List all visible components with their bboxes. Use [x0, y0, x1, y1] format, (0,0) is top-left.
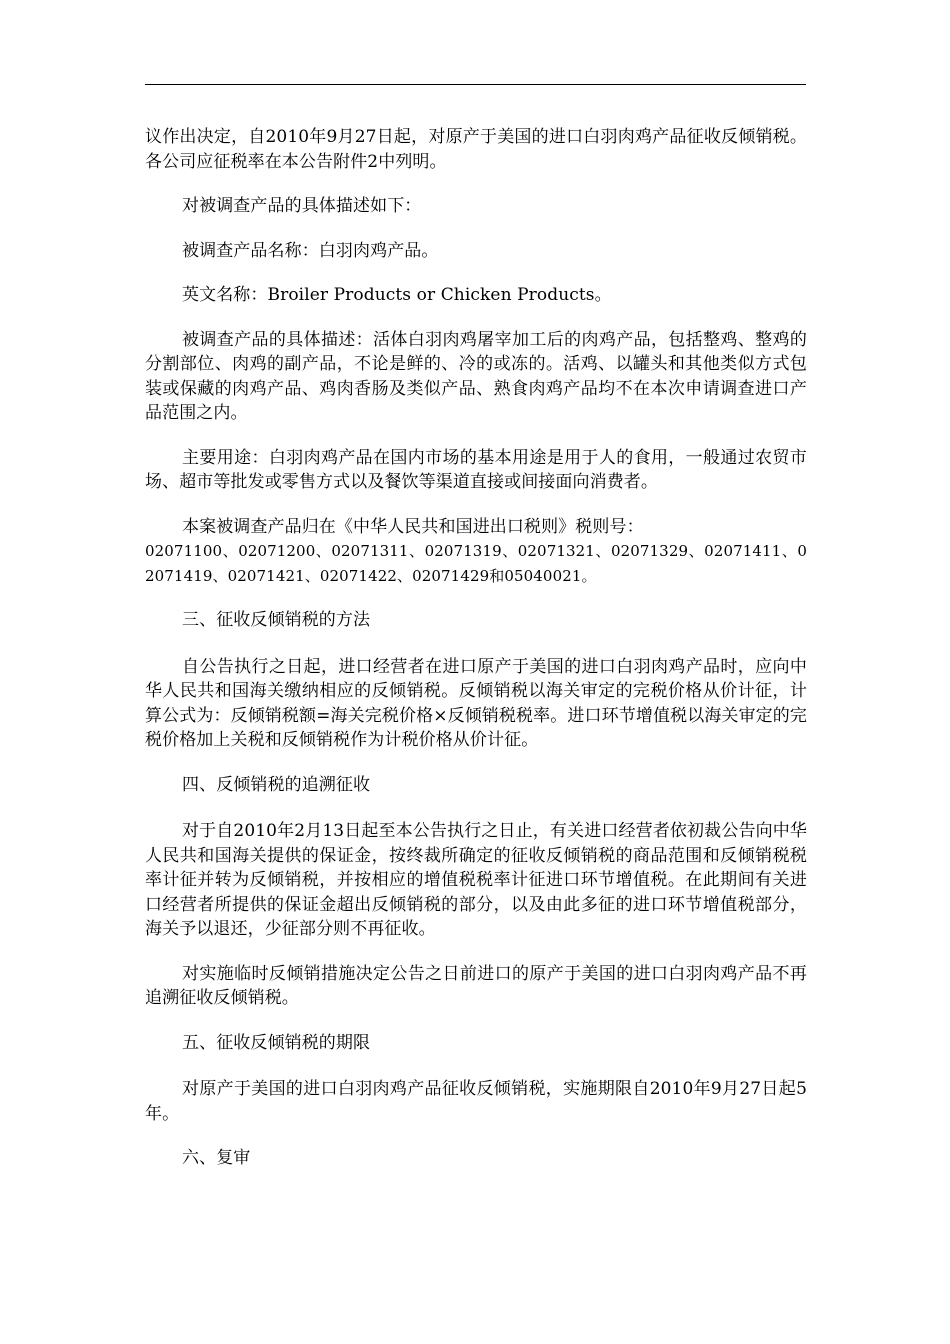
section-heading-6: 六、复审 [182, 1148, 251, 1168]
header-rule [145, 84, 806, 85]
paragraph-main-use: 主要用途：白羽肉鸡产品在国内市场的基本用途是用于人的食用，一般通过农贸市场、超市等批发或零售方式以及餐饮等渠道直接或间接面向消费者。 [145, 447, 807, 492]
paragraph-retroactive-collection: 对于自2010年2月13日起至本公告执行之日止，有关进口经营者依初裁公告向中华人民共和国海关提供的保证金，按终裁所确定的征收反倾销税的商品范围和反倾销税税率计征并转为反倾销税，并按相应的增值税税率计征进口环节增值税。在此期间有关进口经营者所提供的保证金超出反倾销税的部分，以及由此多征的进口环节增值税部分，海关予以退还，少征部分则不再征收。 [145, 821, 807, 939]
paragraph-duration: 对原产于美国的进口白羽肉鸡产品征收反倾销税，实施期限自2010年9月27日起5年。 [145, 1079, 807, 1124]
paragraph-collection-method: 自公告执行之日起，进口经营者在进口原产于美国的进口白羽肉鸡产品时，应向中华人民共和国海关缴纳相应的反倾销税。反倾销税以海关审定的完税价格从价计征，计算公式为：反倾销税额=海关完税价格×反倾销税税率。进口环节增值税以海关审定的完税价格加上关税和反倾销税作为计税价格从价计征。 [145, 656, 807, 750]
section-heading-3: 三、征收反倾销税的方法 [182, 610, 371, 630]
paragraph-tariff-numbers [145, 515, 807, 589]
paragraph-decision: 议作出决定，自2010年9月27日起，对原产于美国的进口白羽肉鸡产品征收反倾销税。各公司应征税率在本公告附件2中列明。 [145, 127, 807, 172]
paragraph-product-description-intro: 对被调查产品的具体描述如下： [182, 196, 422, 216]
paragraph-product-name: 被调查产品名称：白羽肉鸡产品。 [182, 240, 439, 261]
paragraph-product-detail: 被调查产品的具体描述：活体白羽肉鸡屠宰加工后的肉鸡产品，包括整鸡、整鸡的分割部位、肉鸡的副产品，不论是鲜的、冷的或冻的。活鸡、以罐头和其他类似方式包装或保藏的肉鸡产品、鸡肉香肠及类似产品、熟食肉鸡产品均不在本次申请调查进口产品范围之内。 [145, 329, 807, 423]
tariff-codes-text: 02071100、02071200、02071311、02071319、02071321、02071329、02071411、02071419、02071421、02071422、02071429和05040021。 [145, 542, 807, 585]
section-heading-4: 四、反倾销税的追溯征收 [182, 774, 371, 795]
paragraph-no-retroactive: 对实施临时反倾销措施决定公告之日前进口的原产于美国的进口白羽肉鸡产品不再追溯征收反倾销税。 [145, 963, 807, 1008]
section-heading-5: 五、征收反倾销税的期限 [182, 1032, 371, 1053]
document-body [145, 125, 807, 1193]
tariff-intro-text: 本案被调查产品归在《中华人民共和国进出口税则》税则号： [182, 516, 644, 537]
paragraph-english-name: 英文名称：Broiler Products or Chicken Products。 [182, 285, 612, 305]
